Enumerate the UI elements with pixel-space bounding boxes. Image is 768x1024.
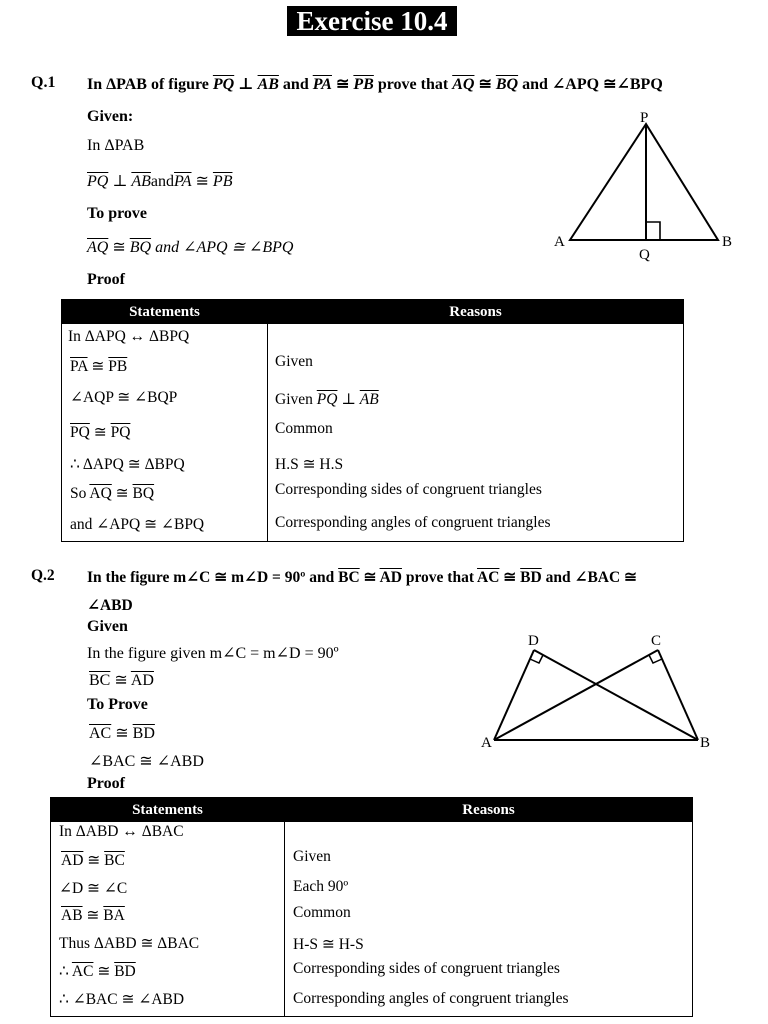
q1-statement-6: So $\overline{AQ}$ ≅ $\overline{BQ}$	[70, 485, 155, 502]
q1-given-heading: Given:	[87, 108, 134, 125]
q2-header-reasons: Reasons	[462, 802, 515, 818]
q1-reason-3: Given $\overline{PQ}$ ⊥ $\overline{AB}$	[275, 391, 379, 408]
q2-statement-5: Thus ΔABD ≅ ΔBAC	[59, 935, 200, 952]
q2-number: Q.2	[31, 567, 55, 584]
q1-triangle-figure	[550, 104, 740, 266]
label-q: Q	[639, 247, 650, 263]
q1-statement-7: and ∠APQ ≅ ∠BPQ	[70, 516, 205, 533]
q1-column-divider	[267, 300, 268, 541]
q2-column-divider	[284, 798, 285, 1016]
q2-given-line2: $\overline{BC}$ ≅ $\overline{AD}$	[89, 672, 154, 689]
segment-db	[534, 650, 698, 740]
q1-header-statements: Statements	[129, 304, 200, 320]
q1-number: Q.1	[31, 74, 56, 91]
q1-reason-6: Corresponding sides of congruent triangles	[275, 481, 542, 498]
q1-reason-4: Common	[275, 420, 333, 437]
q1-statement-3: ∠AQP ≅ ∠BQP	[70, 389, 178, 406]
segment-ac	[494, 650, 658, 740]
q2-reason-4: Common	[293, 904, 351, 921]
q2-reason-6: Corresponding sides of congruent triangles	[293, 960, 560, 977]
label-a: A	[554, 234, 565, 250]
q2-statement-1: In ΔABD ↔ ΔBAC	[59, 823, 184, 840]
q2-to-prove-line1: $\overline{AC}$ ≅ $\overline{BD}$	[89, 725, 155, 742]
q1-proof-table	[61, 299, 684, 542]
right-angle-mark	[646, 222, 660, 240]
label-a: A	[481, 735, 492, 751]
q1-to-prove-heading: To prove	[87, 205, 148, 222]
q2-reason-7: Corresponding angles of congruent triangles	[293, 990, 569, 1007]
q1-statement-1: In ΔAPQ ↔ ΔBPQ	[68, 328, 190, 345]
label-p: P	[640, 110, 649, 126]
q2-proof-table	[50, 797, 693, 1017]
q1-reason-7: Corresponding angles of congruent triangles	[275, 514, 551, 531]
q1-to-prove-line: $\overline{AQ}$ ≅ $\overline{BQ}$ and ∠APQ ≅ ∠BPQ	[87, 239, 294, 256]
q2-question-line2: ∠ABD	[87, 597, 133, 614]
segment-cb	[658, 650, 698, 740]
q2-question-line1: In the figure m∠C ≅ m∠D = 90º and $\overline{BC}$ ≅ $\overline{AD}$ prove that $\overline{AC}$ ≅ $\overline{BD}$ and ∠BAC ≅	[87, 569, 638, 586]
q2-to-prove-line2: ∠BAC ≅ ∠ABD	[89, 753, 204, 770]
label-d: D	[528, 633, 539, 649]
q1-reason-2: Given	[275, 353, 313, 370]
q2-reason-5: H-S ≅ H-S	[293, 936, 364, 953]
q1-question: In ΔPAB of figure $\overline{PQ}$ ⊥ $\overline{AB}$ and $\overline{PA}$ ≅ $\overline{PB}$ prove that $\overline{AQ}$ ≅ $\overline{BQ}$ and ∠APQ ≅∠BPQ	[87, 76, 663, 93]
q2-proof-heading: Proof	[87, 775, 125, 792]
q2-statement-4: $\overline{AB}$ ≅ $\overline{BA}$	[61, 907, 125, 924]
label-c: C	[651, 633, 662, 649]
label-b: B	[700, 735, 711, 751]
q1-header-reasons: Reasons	[449, 304, 502, 320]
q2-reason-2: Given	[293, 848, 331, 865]
q2-statement-6: ∴ $\overline{AC}$ ≅ $\overline{BD}$	[59, 963, 136, 980]
q2-crossed-triangles-figure	[478, 628, 718, 754]
q1-given-line2: $\overline{PQ}$ ⊥ $\overline{AB}and\overline{PA}$ ≅ $\overline{PB}$	[87, 173, 233, 190]
q2-header-statements: Statements	[132, 802, 203, 818]
q2-statement-2: $\overline{AD}$ ≅ $\overline{BC}$	[61, 852, 125, 869]
page-title: Exercise 10.4	[287, 6, 457, 36]
q1-statement-4: $\overline{PQ}$ ≅ $\overline{PQ}$	[70, 424, 131, 441]
q1-statement-5: ∴ ΔAPQ ≅ ΔBPQ	[70, 456, 185, 473]
q1-proof-heading: Proof	[87, 271, 125, 288]
q2-given-heading: Given	[87, 618, 128, 635]
q1-given-line1: In ΔPAB	[87, 137, 145, 154]
q1-table-header	[62, 300, 683, 324]
q2-reason-3: Each 90º	[293, 878, 349, 895]
q2-table-header	[51, 798, 692, 822]
q2-given-line1: In the figure given m∠C = m∠D = 90º	[87, 645, 339, 662]
q1-statement-2: $\overline{PA}$ ≅ $\overline{PB}$	[70, 358, 128, 375]
q2-statement-7: ∴ ∠BAC ≅ ∠ABD	[59, 991, 185, 1008]
segment-ad	[494, 650, 534, 740]
q2-statement-3: ∠D ≅ ∠C	[59, 880, 128, 897]
label-b: B	[722, 234, 733, 250]
triangle-pab	[570, 124, 718, 240]
q1-reason-5: H.S ≅ H.S	[275, 456, 344, 473]
q2-to-prove-heading: To Prove	[87, 696, 148, 713]
